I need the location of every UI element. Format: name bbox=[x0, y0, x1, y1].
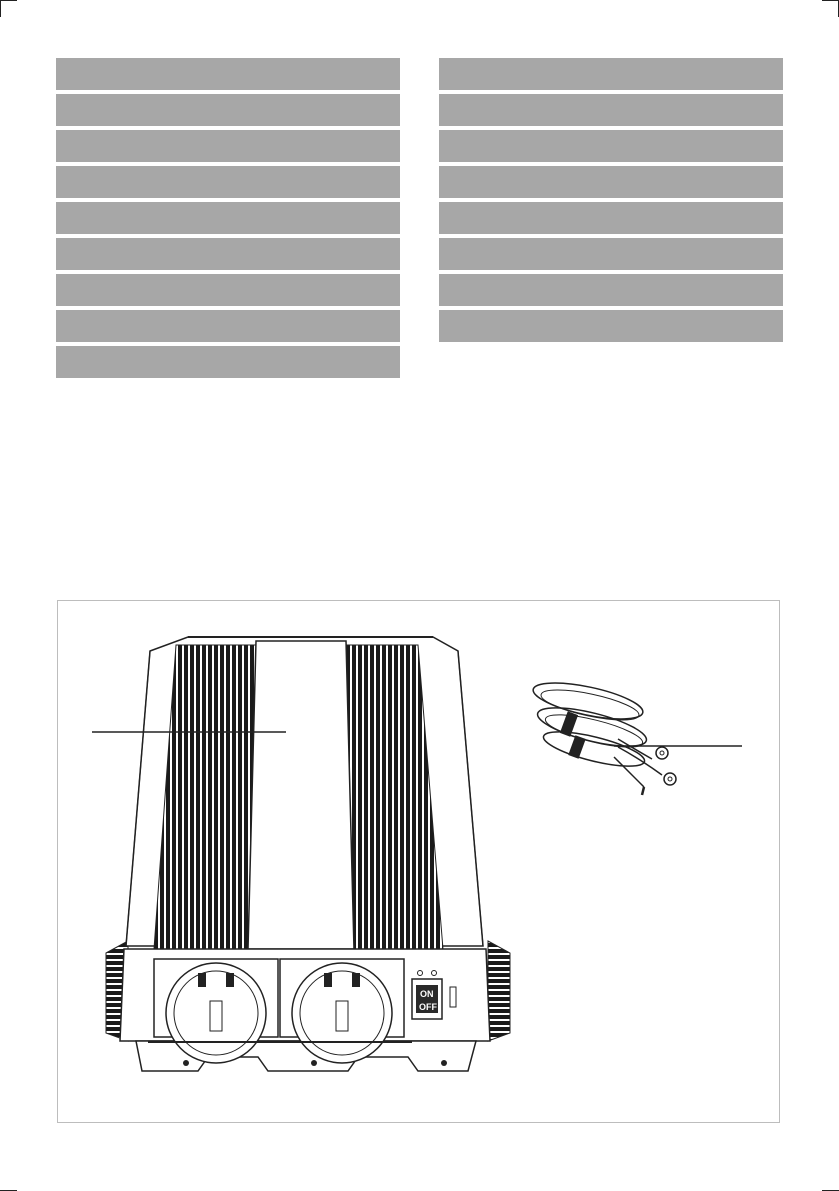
language-bar bbox=[439, 238, 783, 270]
battery-cable-set bbox=[530, 676, 676, 795]
switch-on-label: ON bbox=[420, 989, 434, 999]
language-bar bbox=[439, 202, 783, 234]
language-bar bbox=[56, 58, 400, 90]
inverter-side-fins-right bbox=[488, 941, 510, 1041]
inverter-label-plate bbox=[248, 641, 354, 949]
language-bar bbox=[56, 310, 400, 342]
language-bar bbox=[56, 274, 400, 306]
language-bar bbox=[439, 130, 783, 162]
language-bar bbox=[56, 346, 400, 378]
crop-mark-top-left-vertical bbox=[0, 0, 1, 17]
ac-socket-right bbox=[292, 963, 392, 1063]
ac-socket-left bbox=[166, 963, 266, 1063]
language-bar bbox=[56, 238, 400, 270]
language-bar bbox=[56, 166, 400, 198]
language-bar bbox=[439, 58, 783, 90]
crop-mark-top-right bbox=[822, 0, 839, 1]
product-illustration-frame bbox=[57, 600, 780, 1123]
inverter-device bbox=[106, 637, 510, 1071]
crop-mark-top-left bbox=[0, 0, 17, 1]
language-bar bbox=[439, 166, 783, 198]
language-bar bbox=[56, 130, 400, 162]
right-language-bars bbox=[439, 58, 783, 346]
left-language-bars bbox=[56, 58, 400, 382]
language-bar bbox=[439, 274, 783, 306]
switch-off-label: OFF bbox=[419, 1002, 437, 1012]
product-illustration bbox=[58, 601, 781, 1124]
language-bar bbox=[56, 202, 400, 234]
language-bar bbox=[439, 94, 783, 126]
language-bar bbox=[439, 310, 783, 342]
language-bar bbox=[56, 94, 400, 126]
